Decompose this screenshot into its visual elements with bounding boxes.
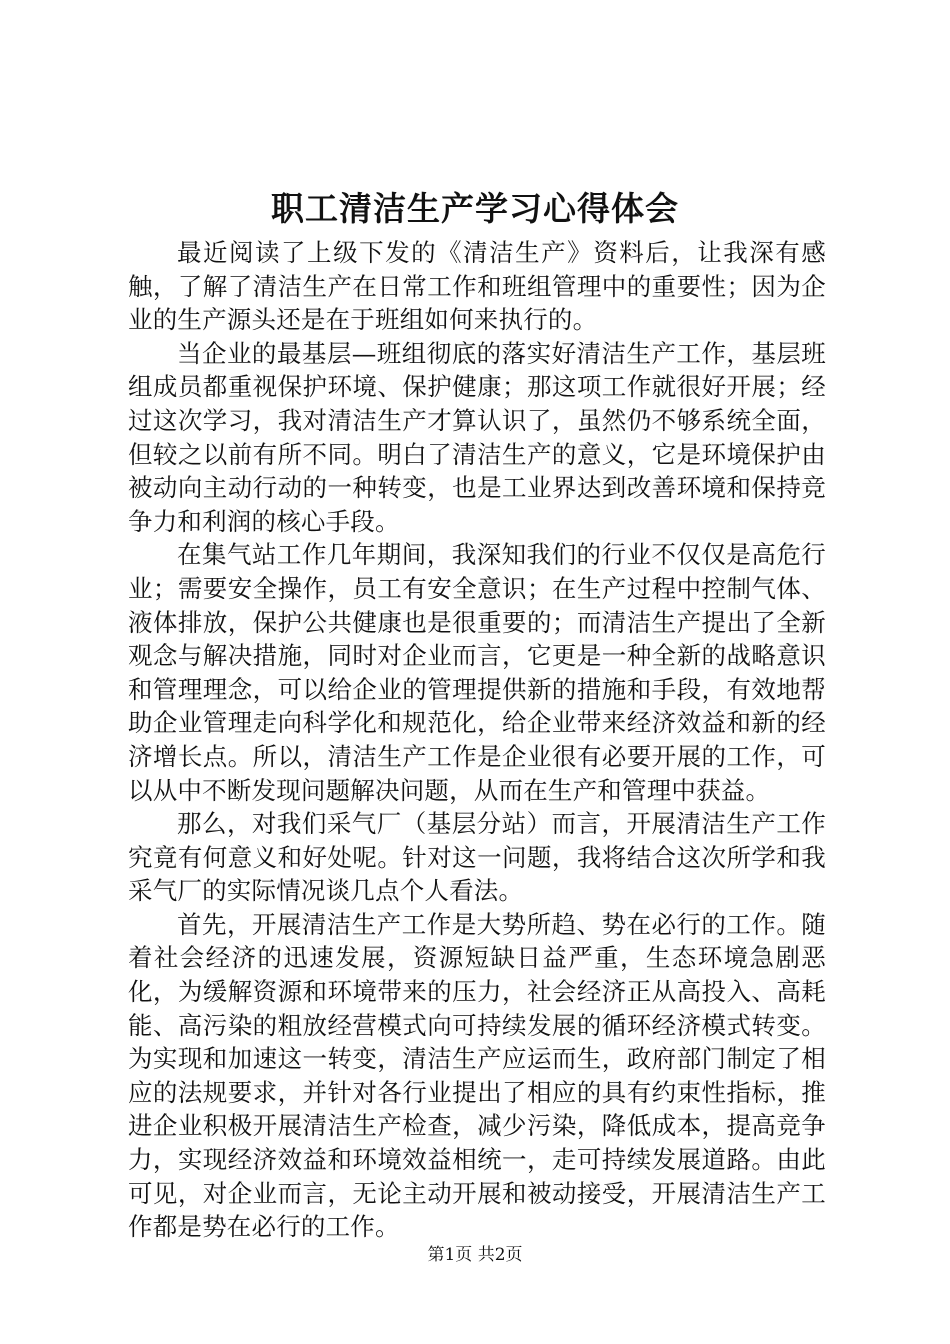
document-body xyxy=(128,236,826,1244)
paragraph-4: 那么，对我们采气厂（基层分站）而言，开展清洁生产工作究竟有何意义和好处呢。针对这一问题，我将结合这次所学和我采气厂的实际情况谈几点个人看法。 xyxy=(128,809,826,906)
paragraph-2: 当企业的最基层—班组彻底的落实好清洁生产工作，基层班组成员都重视保护环境、保护健康；那这项工作就很好开展；经过这次学习，我对清洁生产才算认识了，虽然仍不够系统全面，但较之以前有所不同。明白了清洁生产的意义，它是环境保护由被动向主动行动的一种转变，也是工业界达到改善环境和保持竞争力和利润的核心手段。 xyxy=(128,338,826,536)
paragraph-5: 首先，开展清洁生产工作是大势所趋、势在必行的工作。随着社会经济的迅速发展，资源短缺日益严重，生态环境急剧恶化，为缓解资源和环境带来的压力，社会经济正从高投入、高耗能、高污染的粗放经营模式向可持续发展的循环经济模式转变。为实现和加速这一转变，清洁生产应运而生，政府部门制定了相应的法规要求，并针对各行业提出了相应的具有约束性指标，推进企业积极开展清洁生产检查，减少污染，降低成本，提高竞争力，实现经济效益和环境效益相统一，走可持续发展道路。由此可见，对企业而言，无论主动开展和被动接受，开展清洁生产工作都是势在必行的工作。 xyxy=(128,909,826,1242)
paragraph-3: 在集气站工作几年期间，我深知我们的行业不仅仅是高危行业；需要安全操作，员工有安全意识；在生产过程中控制气体、液体排放，保护公共健康也是很重要的；而清洁生产提出了全新观念与解决措施，同时对企业而言，它更是一种全新的战略意识和管理理念，可以给企业的管理提供新的措施和手段，有效地帮助企业管理走向科学化和规范化，给企业带来经济效益和新的经济增长点。所以，清洁生产工作是企业很有必要开展的工作，可以从中不断发现问题解决问题，从而在生产和管理中获益。 xyxy=(128,540,826,805)
page-number-footer: 第1页 共2页 xyxy=(427,1245,523,1265)
document-title: 职工清洁生产学习心得体会 xyxy=(271,189,679,228)
paragraph-1: 最近阅读了上级下发的《清洁生产》资料后，让我深有感触，了解了清洁生产在日常工作和班组管理中的重要性；因为企业的生产源头还是在于班组如何来执行的。 xyxy=(128,238,826,335)
